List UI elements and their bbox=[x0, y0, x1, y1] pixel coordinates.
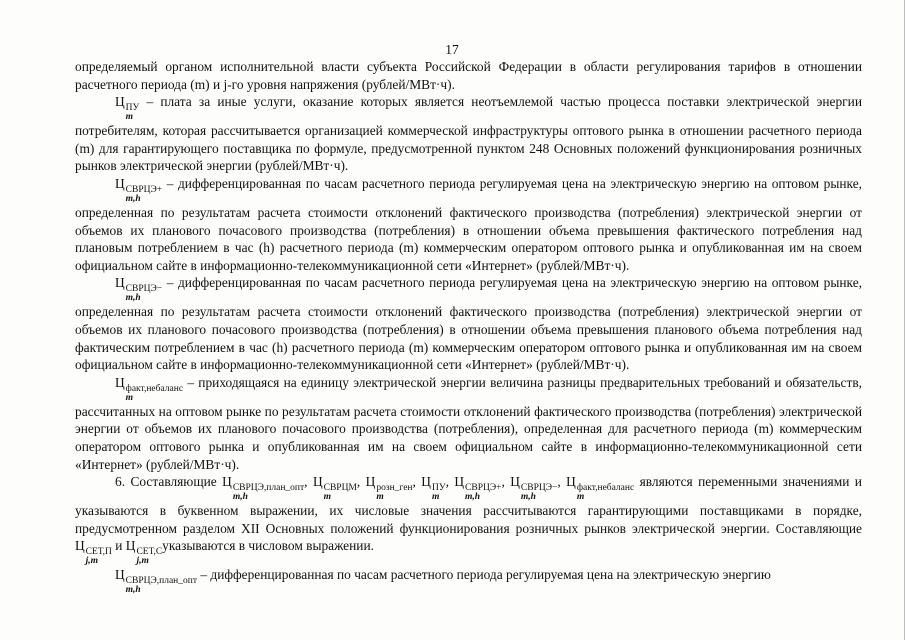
paragraph-7 bbox=[75, 566, 862, 595]
formula-symbol: Ц СВРЦЭ,план_опт m,h bbox=[222, 474, 305, 503]
separator: , bbox=[557, 474, 561, 490]
formula-symbol: Ц розн_ген m bbox=[365, 474, 413, 503]
formula-symbol: Ц ПУ m bbox=[421, 474, 446, 503]
formula-symbol: Ц СВРЦЭ,план_опт m,h bbox=[115, 567, 197, 596]
paragraph-5 bbox=[75, 374, 862, 473]
paragraph-3 bbox=[75, 175, 862, 274]
paragraph-text: – плата за иные услуги, оказание которых является неотъемлемой частью процесса поставки электрической энергии потребителям, которая рассчитывается организацией коммерческой инфраструктуры оптового рынка в отношении расчетного периода (m) для гарантирующего поставщика по формуле, предусмотренной пунктом 248 Основных положений функционирования розничных рынков электрической энергии (рублей/МВт·ч). bbox=[75, 94, 862, 174]
formula-symbol: Ц СВРЦМ m bbox=[312, 474, 357, 503]
formula-symbol: Ц СЕТ,С j,m bbox=[125, 538, 163, 567]
paragraph-text: – дифференцированная по часам расчетного периода регулируемая цена на электрическую энергию на оптовом рынке, определенная по результатам расчета стоимости отклонений фактического производства (потребления) электрической энергии от объемов их планового почасового производства (потребления) в отношении объема превышения планового объема потребления над фактическим потреблением в час (h) расчетного периода (m) коммерческим оператором оптового рынка и опубликованная им на своем официальном сайте в информационно-телекоммуникационной сети «Интернет» (рублей/МВт·ч). bbox=[75, 275, 862, 373]
paragraph-text: являются переменными значениями и указываются в буквенном выражении, их числовые значения рассчитываются гарантирующими поставщиками в порядке, предусмотренном разделом XII Основных положений функционирования розничных рынков электрической энергии. Составляющие bbox=[75, 474, 862, 536]
paragraph-1: определяемый органом исполнительной власти субъекта Российской Федерации в области регулирования тарифов в отношении расчетного периода (m) и j-го уровня напряжения (рублей/МВт·ч). bbox=[75, 59, 862, 92]
formula-symbol: Ц СВРЦЭ+ m,h bbox=[115, 175, 163, 204]
paragraph-4 bbox=[75, 274, 862, 373]
formula-symbol: Ц ПУ m bbox=[115, 94, 140, 123]
page-number: 17 bbox=[445, 42, 459, 57]
separator: , bbox=[501, 474, 505, 490]
paragraph-text: – дифференцированная по часам расчетного периода регулируемая цена на электрическую энергию bbox=[197, 567, 771, 583]
formula-symbol-list bbox=[222, 474, 639, 503]
paragraph-6 bbox=[75, 473, 862, 566]
conjunction: и bbox=[111, 538, 126, 554]
paragraph-text: – дифференцированная по часам расчетного периода регулируемая цена на электрическую энергию на оптовом рынке, определенная по результатам расчета стоимости отклонений фактического производства (потребления) электрической энергии от объемов их планового почасового производства (потребления) в отношении объема превышения фактического потребления над плановым потреблением в час (h) расчетного периода (m) коммерческим оператором оптового рынка и опубликованная им на своем официальном сайте в информационно-телекоммуникационной сети «Интернет» (рублей/МВт·ч). bbox=[75, 175, 862, 273]
formula-symbol: Ц СВРЦЭ− m,h bbox=[115, 275, 163, 304]
paragraph-text: указываются в числовом выражении. bbox=[162, 538, 374, 554]
formula-symbol: Ц факт,небаланс m bbox=[566, 474, 635, 503]
paragraph-2 bbox=[75, 93, 862, 175]
document-body bbox=[75, 58, 862, 595]
formula-symbol: Ц СВРЦЭ− m,h bbox=[510, 474, 558, 503]
separator: , bbox=[356, 474, 361, 490]
separator: , bbox=[304, 474, 308, 490]
separator: , bbox=[445, 474, 449, 490]
paragraph-lead: 6. Составляющие bbox=[115, 474, 217, 490]
paragraph-text: – приходящаяся на единицу электрической энергии величина разницы предварительных требований и обязательств, рассчитанных на оптовом рынке по результатам расчета стоимости отклонений фактического производства (потребления) электрической энергии от объемов их планового почасового производства (потребления), определенная для расчетного периода (m) коммерческим оператором оптового рынка и опубликованная им на своем официальном сайте в информационно-телекоммуникационной сети «Интернет» (рублей/МВт·ч). bbox=[75, 374, 862, 472]
separator: , bbox=[412, 474, 416, 490]
formula-symbol: Ц СВРЦЭ+ m,h bbox=[454, 474, 502, 503]
formula-symbol: Ц СЕТ,П j,m bbox=[75, 538, 112, 567]
formula-symbol: Ц факт,небаланс m bbox=[115, 374, 184, 403]
